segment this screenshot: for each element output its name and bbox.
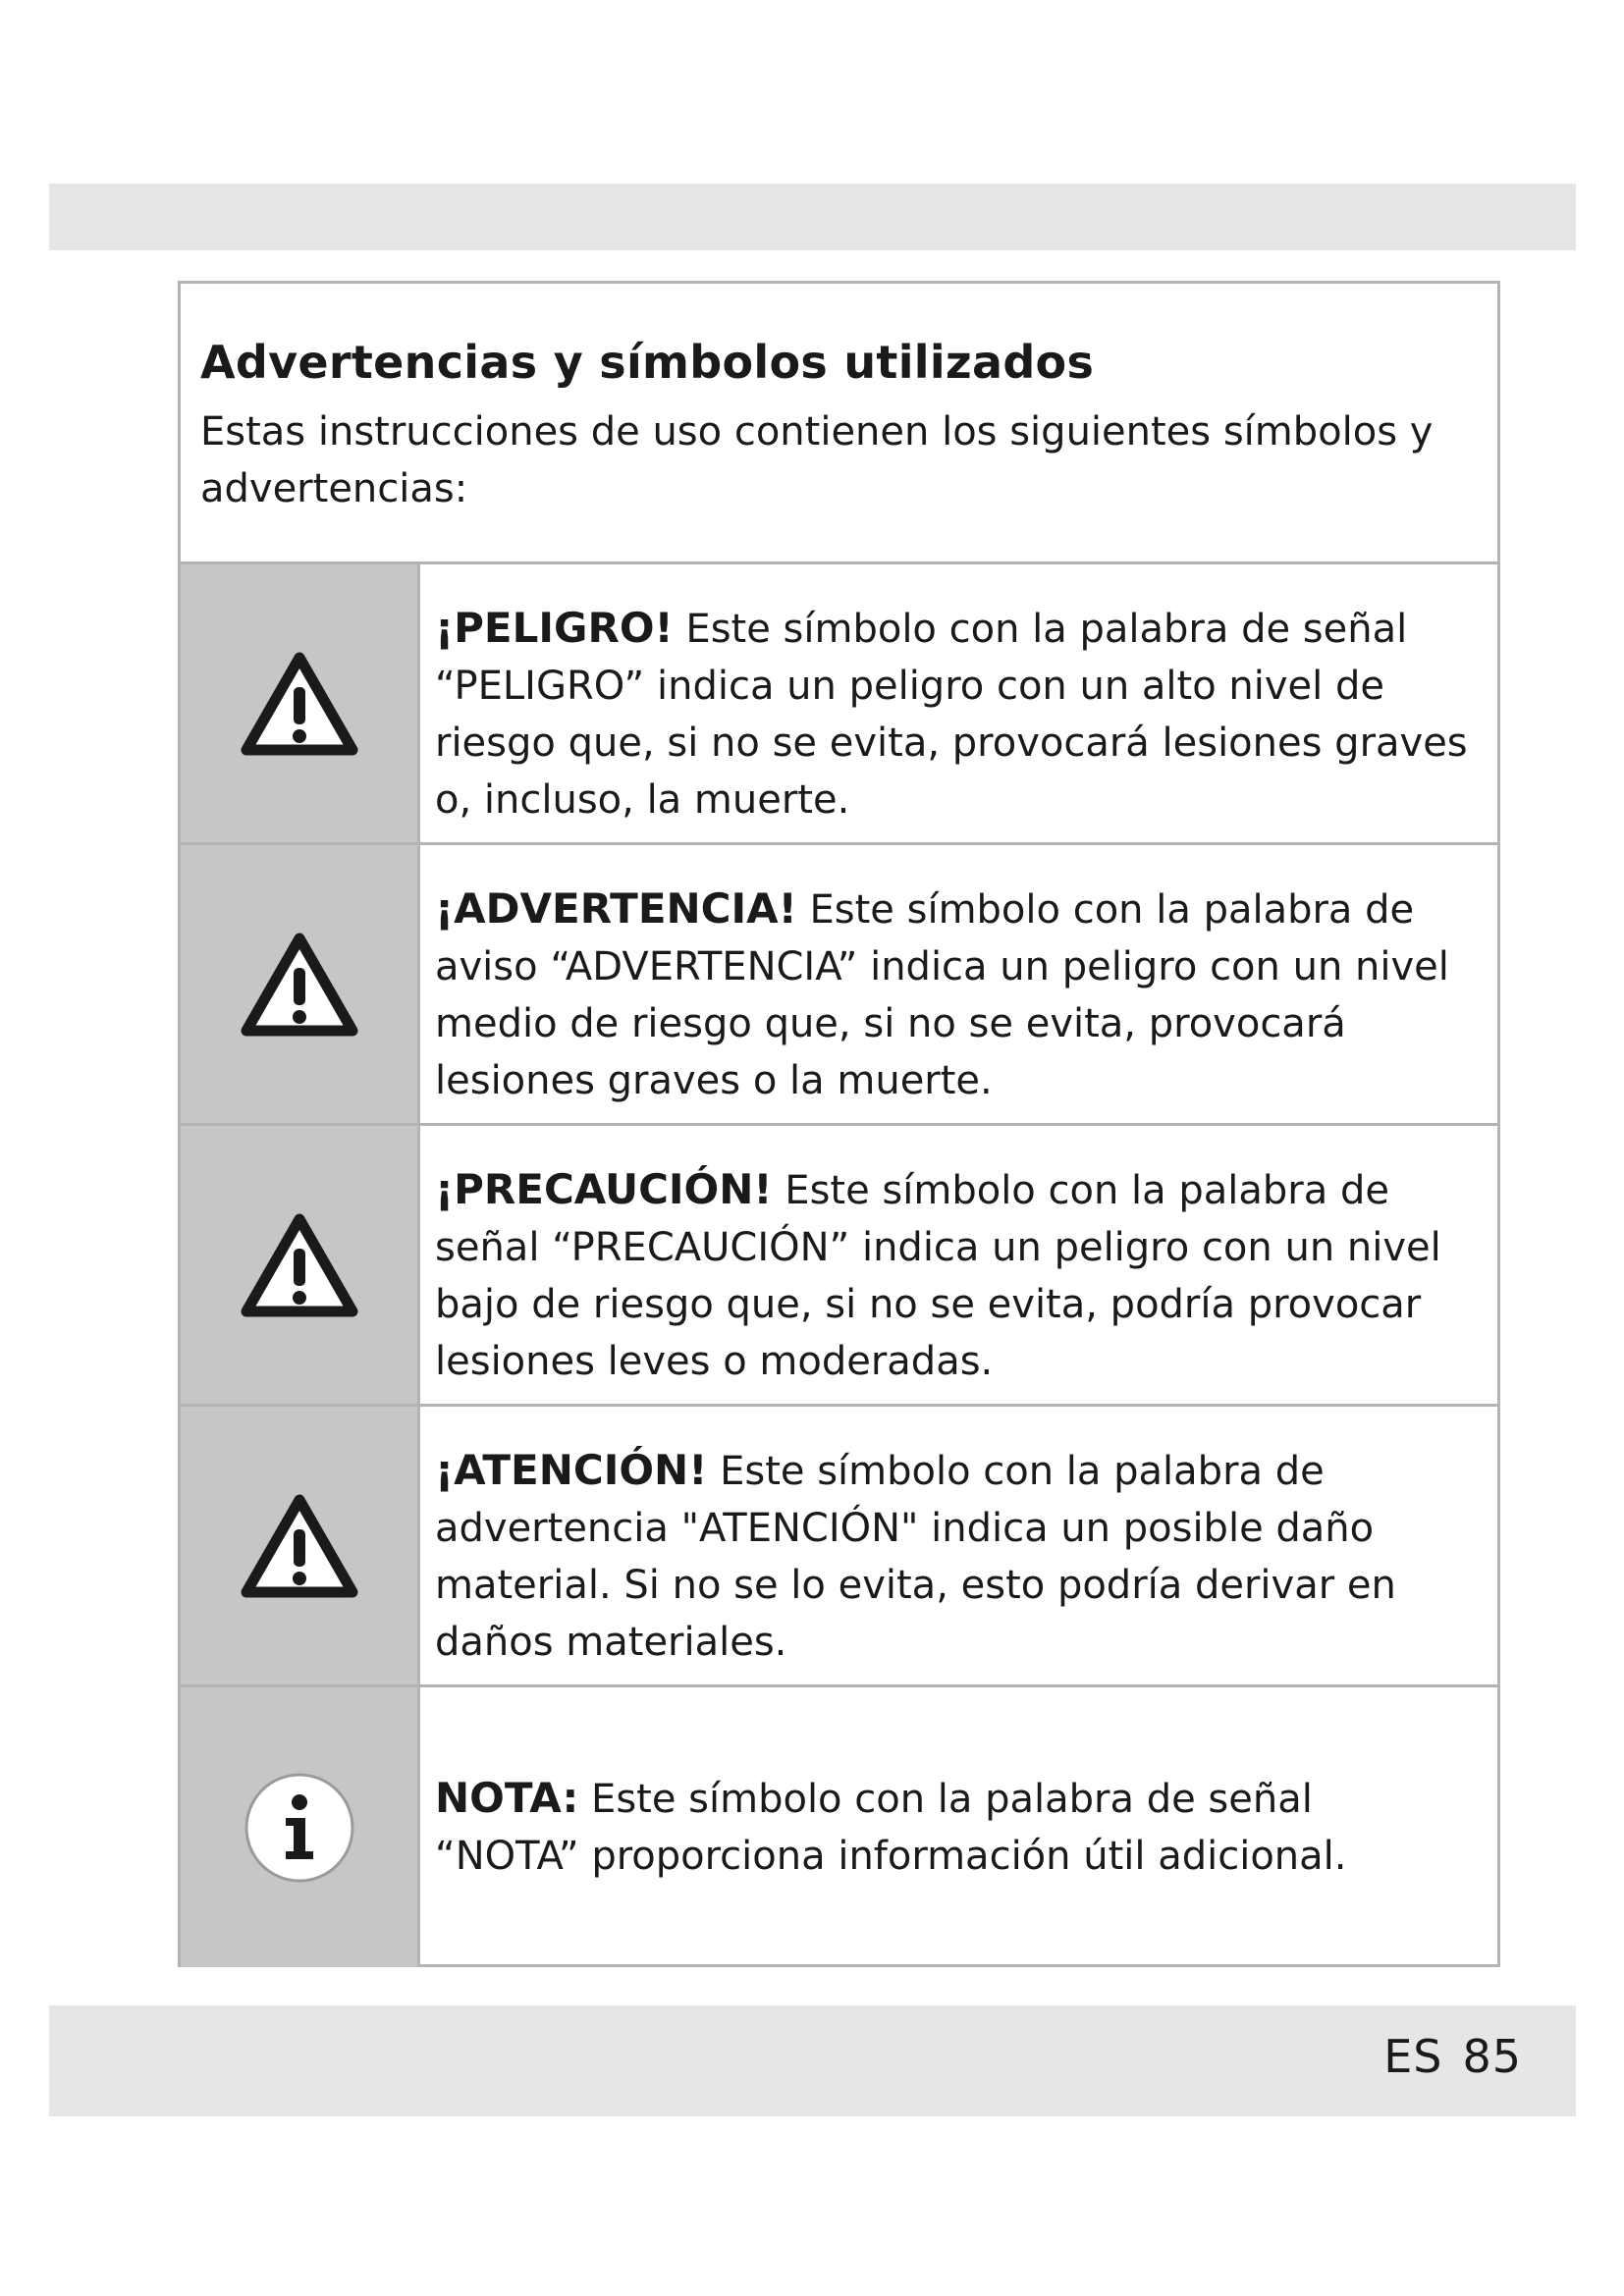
info-circle-icon bbox=[243, 1771, 356, 1885]
warning-triangle-icon bbox=[241, 1492, 358, 1600]
row-text bbox=[420, 1687, 1497, 1967]
row-text bbox=[420, 845, 1497, 1123]
table-row-precaucion bbox=[181, 1126, 1497, 1407]
header-band bbox=[49, 184, 1576, 250]
warning-triangle-icon bbox=[241, 931, 358, 1039]
row-description: Este símbolo con la palabra de señal “PELIGRO” indica un peligro con un alto nivel de riesgo que, si no se evita, provocará lesiones graves o, incluso, la muerte. bbox=[435, 607, 1468, 823]
row-text bbox=[420, 1407, 1497, 1684]
section-intro: Estas instrucciones de uso contienen los siguientes símbolos y advertencias: bbox=[200, 409, 1434, 511]
page-footer bbox=[1383, 2030, 1522, 2083]
footer-band bbox=[49, 2005, 1576, 2116]
icon-cell bbox=[181, 1407, 420, 1684]
language-code: ES bbox=[1383, 2030, 1443, 2083]
icon-cell bbox=[181, 1126, 420, 1404]
table-row-nota bbox=[181, 1687, 1497, 1967]
signal-word: NOTA: bbox=[435, 1774, 579, 1822]
intro-section bbox=[181, 284, 1497, 564]
row-description: Este símbolo con la palabra de señal “PRECAUCIÓN” indica un peligro con un nivel bajo de riesgo que, si no se evita, podría provocar lesiones leves o moderadas. bbox=[435, 1168, 1441, 1384]
signal-word: ¡PRECAUCIÓN! bbox=[435, 1165, 773, 1213]
table-row-peligro bbox=[181, 564, 1497, 845]
warning-triangle-icon bbox=[241, 650, 358, 758]
signal-word: ¡ADVERTENCIA! bbox=[435, 884, 797, 933]
signal-word: ¡ATENCIÓN! bbox=[435, 1446, 708, 1494]
table-row-advertencia bbox=[181, 845, 1497, 1126]
row-description: Este símbolo con la palabra de aviso “ADVERTENCIA” indica un peligro con un nivel medio de riesgo que, si no se evita, provocará lesiones graves o la muerte. bbox=[435, 887, 1449, 1103]
warnings-table bbox=[178, 281, 1500, 1967]
table-row-atencion bbox=[181, 1407, 1497, 1687]
row-description: Este símbolo con la palabra de advertencia "ATENCIÓN" indica un posible daño material. Si no se lo evita, esto podría derivar en daños materiales. bbox=[435, 1449, 1396, 1665]
icon-cell bbox=[181, 564, 420, 842]
icon-cell bbox=[181, 845, 420, 1123]
row-description: Este símbolo con la palabra de señal “NOTA” proporciona información útil adicional. bbox=[435, 1777, 1347, 1879]
row-text bbox=[420, 564, 1497, 842]
signal-word: ¡PELIGRO! bbox=[435, 604, 674, 652]
page-number: 85 bbox=[1462, 2030, 1522, 2083]
warning-triangle-icon bbox=[241, 1211, 358, 1319]
icon-cell bbox=[181, 1687, 420, 1967]
row-text bbox=[420, 1126, 1497, 1404]
section-title: Advertencias y símbolos utilizados bbox=[200, 336, 1095, 389]
